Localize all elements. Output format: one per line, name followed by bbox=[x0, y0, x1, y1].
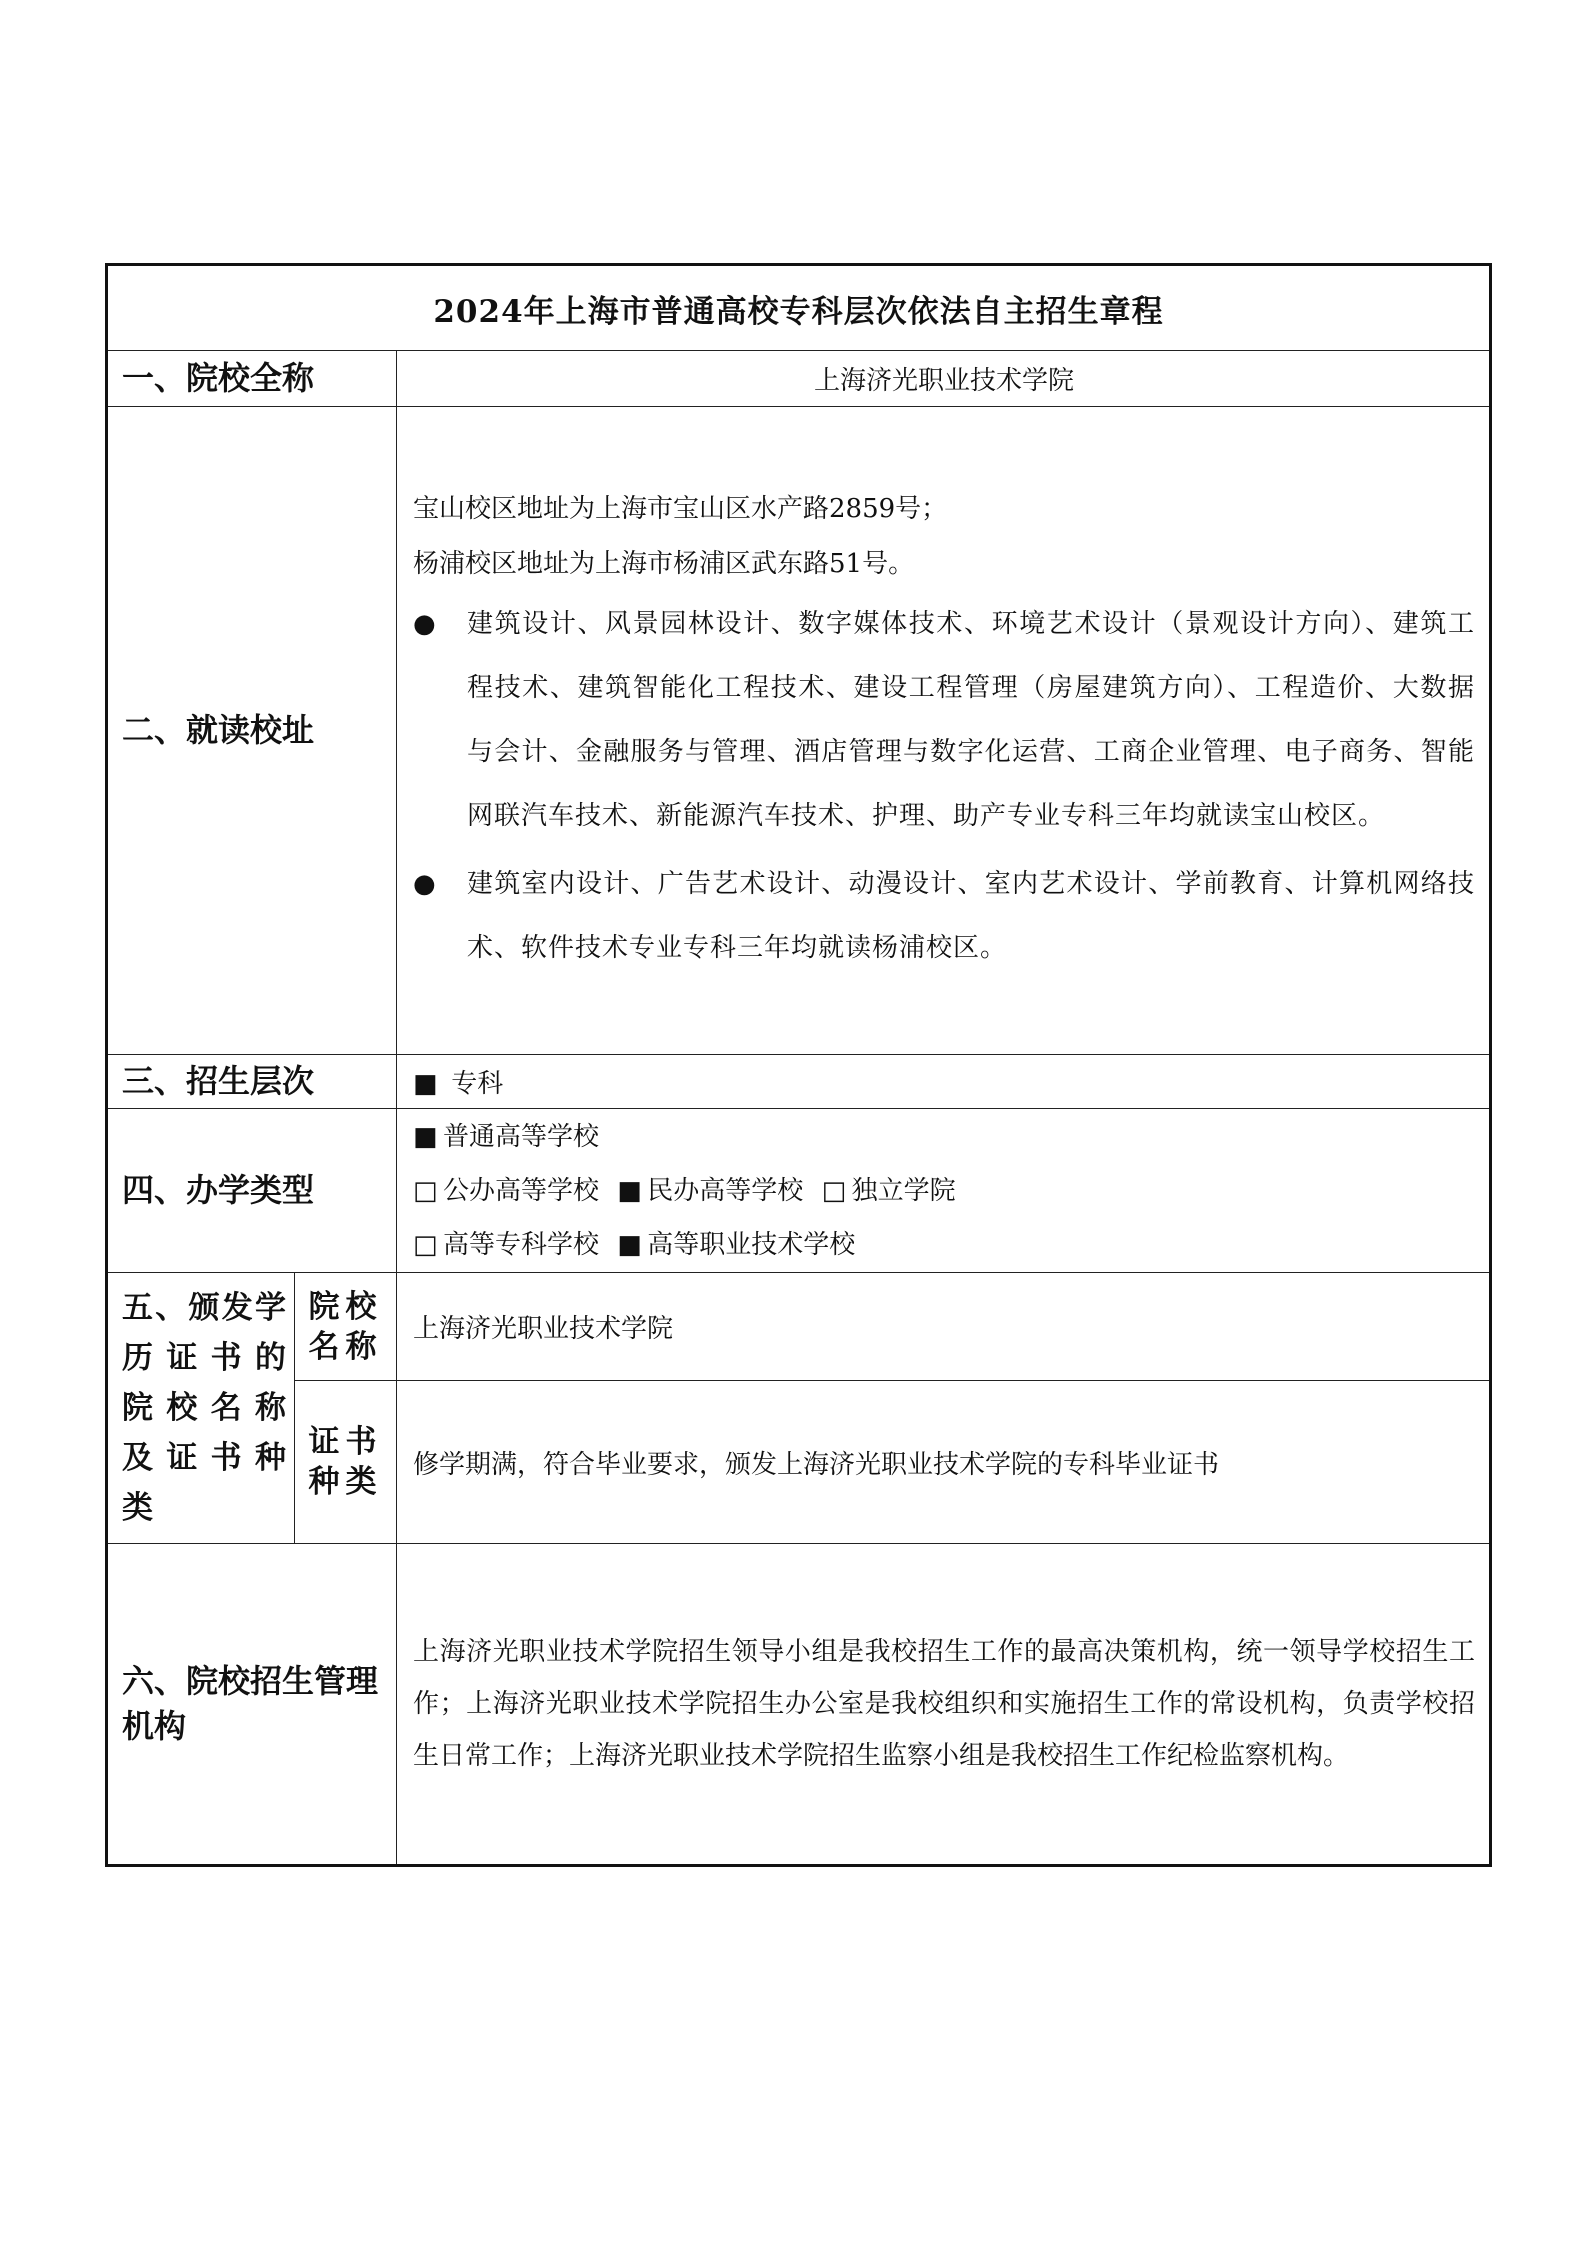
certificate-type-row bbox=[107, 1381, 1491, 1544]
checkbox-checked-icon: ■ bbox=[413, 1121, 438, 1152]
sublabel-line: 证书 bbox=[308, 1424, 383, 1461]
school-type-row bbox=[107, 1109, 1491, 1273]
option-label: 独立学院 bbox=[851, 1175, 956, 1206]
sublabel-line: 院校 bbox=[308, 1288, 383, 1325]
option-label: 公办高等学校 bbox=[443, 1175, 600, 1206]
certificate-label-line: 五、颁发学 bbox=[122, 1290, 286, 1326]
option-label: 高等职业技术学校 bbox=[647, 1229, 856, 1260]
certificate-name-row bbox=[107, 1273, 1491, 1381]
list-item bbox=[413, 852, 1475, 980]
school-name-sublabel bbox=[295, 1273, 397, 1381]
school-name-row bbox=[107, 351, 1491, 407]
baoshan-majors-text: 建筑设计、风景园林设计、数字媒体技术、环境艺术设计（景观设计方向）、建筑工程技术、建筑智能化工程技术、建设工程管理（房屋建筑方向）、工程造价、大数据与会计、金融服务与管理、酒店管理与数字化运营、工商企业管理、电子商务、智能网联汽车技术、新能源汽车技术、护理、助产专业专科三年均就读宝山校区。 bbox=[467, 608, 1476, 831]
checkbox-checked-icon: ■ bbox=[617, 1175, 642, 1206]
school-type-label: 四、办学类型 bbox=[107, 1109, 397, 1273]
school-type-content bbox=[397, 1109, 1491, 1273]
campus-content bbox=[397, 407, 1491, 1055]
management-label-line: 六、院校招生管理 bbox=[122, 1662, 379, 1701]
management-row bbox=[107, 1544, 1491, 1866]
checkbox-checked-icon: ■ bbox=[617, 1229, 642, 1260]
option-label: 民办高等学校 bbox=[647, 1175, 804, 1206]
management-label-line: 机构 bbox=[122, 1707, 187, 1745]
certificate-school-name: 上海济光职业技术学院 bbox=[397, 1273, 1491, 1381]
management-content bbox=[397, 1544, 1491, 1866]
checkbox-empty-icon: □ bbox=[413, 1229, 438, 1260]
certificate-label-line: 院校名称 bbox=[122, 1390, 286, 1426]
certificate-type-sublabel bbox=[295, 1381, 397, 1544]
checkbox-empty-icon: □ bbox=[413, 1175, 438, 1206]
campus-label: 二、就读校址 bbox=[107, 407, 397, 1055]
management-label bbox=[107, 1544, 397, 1866]
certificate-label-line: 及证书种 bbox=[122, 1440, 286, 1476]
school-name-value: 上海济光职业技术学院 bbox=[397, 351, 1491, 407]
option-label: 普通高等学校 bbox=[443, 1121, 600, 1152]
school-type-line-3 bbox=[413, 1218, 1475, 1272]
document-title: 2024年上海市普通高校专科层次依法自主招生章程 bbox=[107, 265, 1491, 351]
level-label: 三、招生层次 bbox=[107, 1055, 397, 1109]
campus-row bbox=[107, 407, 1491, 1055]
title-row bbox=[107, 265, 1491, 351]
checkbox-checked-icon: ■ bbox=[413, 1069, 438, 1099]
bullet-icon: ● bbox=[413, 868, 436, 899]
list-item bbox=[413, 592, 1475, 848]
checkbox-empty-icon: □ bbox=[821, 1175, 847, 1206]
bullet-icon: ● bbox=[413, 608, 436, 639]
school-name-label: 一、院校全称 bbox=[107, 351, 397, 407]
management-text: 上海济光职业技术学院招生领导小组是我校招生工作的最高决策机构，统一领导学校招生工作；上海济光职业技术学院招生办公室是我校组织和实施招生工作的常设机构，负责学校招生日常工作；上海济光职业技术学院招生监察小组是我校招生工作纪检监察机构。 bbox=[413, 1637, 1476, 1771]
sublabel-line: 种类 bbox=[308, 1464, 383, 1501]
school-type-line-2 bbox=[413, 1164, 1475, 1218]
certificate-label bbox=[107, 1273, 295, 1544]
admission-charter-table bbox=[105, 263, 1492, 1867]
sublabel-line: 名称 bbox=[308, 1328, 383, 1365]
level-content bbox=[397, 1055, 1491, 1109]
level-row bbox=[107, 1055, 1491, 1109]
certificate-label-line: 历证书的 bbox=[122, 1340, 286, 1376]
school-type-line-1 bbox=[413, 1110, 1475, 1164]
certificate-type-value: 修学期满，符合毕业要求，颁发上海济光职业技术学院的专科毕业证书 bbox=[397, 1381, 1491, 1544]
option-label: 高等专科学校 bbox=[443, 1229, 600, 1260]
baoshan-address: 宝山校区地址为上海市宝山区水产路2859号； bbox=[413, 493, 948, 524]
certificate-label-line: 类 bbox=[122, 1490, 153, 1526]
yangpu-majors-text: 建筑室内设计、广告艺术设计、动漫设计、室内艺术设计、学前教育、计算机网络技术、软件技术专业专科三年均就读杨浦校区。 bbox=[467, 868, 1476, 963]
level-value: 专科 bbox=[451, 1069, 504, 1099]
yangpu-address: 杨浦校区地址为上海市杨浦区武东路51号。 bbox=[413, 548, 915, 579]
